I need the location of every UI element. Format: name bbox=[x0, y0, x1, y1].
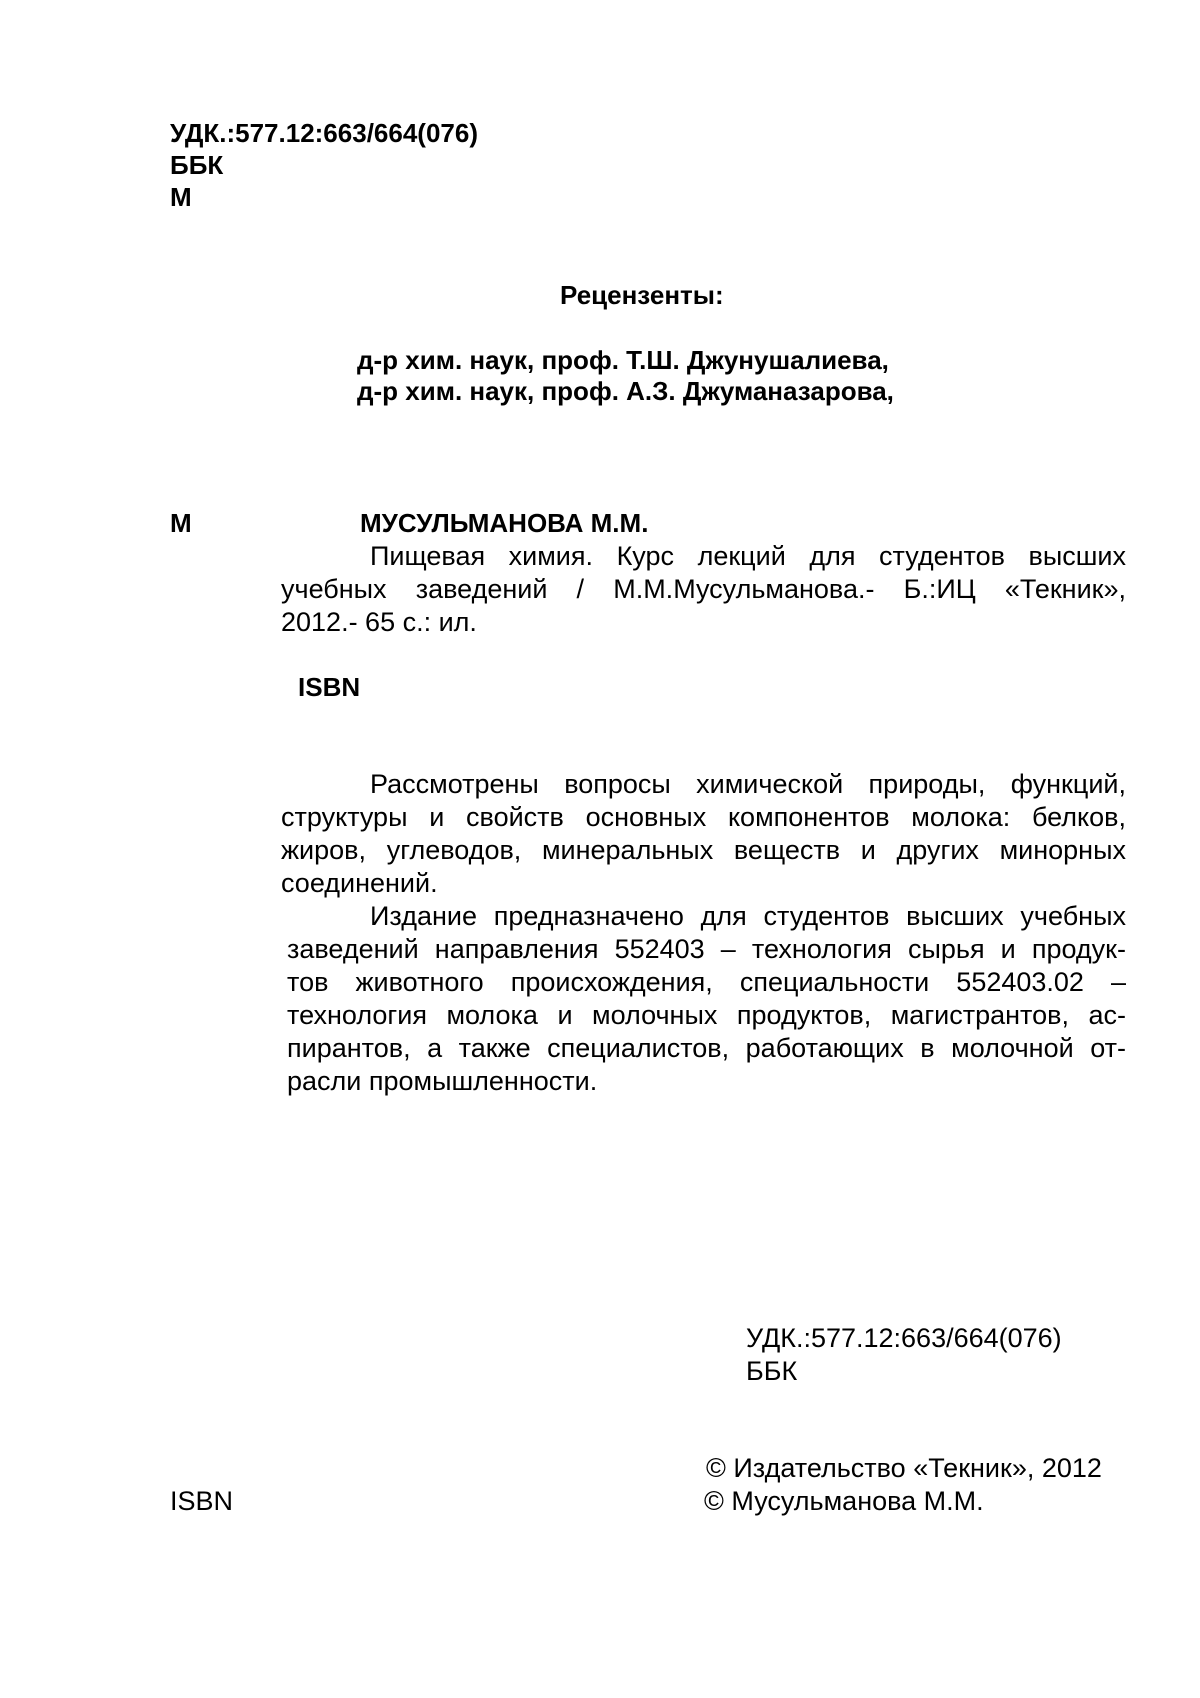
header-udk: УДК.:577.12:663/664(076) bbox=[170, 118, 478, 148]
footer-bbk: ББК bbox=[746, 1356, 798, 1386]
abstract-p1-line-2: структуры и свойств основных компонентов молока: белков, bbox=[281, 802, 1126, 832]
bibliography-line-2: учебных заведений / М.М.Мусульманова.- Б.:ИЦ «Текник», bbox=[281, 574, 1126, 604]
header-m: М bbox=[170, 182, 192, 212]
bibliography-isbn: ISBN bbox=[298, 672, 361, 702]
copyright-publisher: © Издательство «Текник», 2012 bbox=[706, 1453, 1102, 1483]
abstract-p2-line-5: пирантов, а также специалистов, работающих в молочной от- bbox=[287, 1033, 1126, 1063]
abstract-p1-line-1: Рассмотрены вопросы химической природы, функций, bbox=[370, 769, 1126, 799]
abstract-p2-line-6: расли промышленности. bbox=[287, 1066, 598, 1096]
reviewers-title: Рецензенты: bbox=[560, 280, 724, 310]
abstract-p2-line-2: заведений направления 552403 – технология сырья и продук- bbox=[287, 934, 1126, 964]
abstract-p2-line-3: тов животного происхождения, специальности 552403.02 – bbox=[287, 967, 1126, 997]
footer-isbn: ISBN bbox=[170, 1486, 234, 1516]
abstract-p2-line-1: Издание предназначено для студентов высших учебных bbox=[370, 901, 1126, 931]
bibliography-index-letter: М bbox=[170, 508, 192, 538]
reviewer-1: д-р хим. наук, проф. Т.Ш. Джунушалиева, bbox=[357, 345, 889, 375]
header-bbk: ББК bbox=[170, 150, 224, 180]
bibliography-line-3: 2012.- 65 с.: ил. bbox=[281, 607, 477, 637]
footer-udk: УДК.:577.12:663/664(076) bbox=[746, 1323, 1062, 1353]
abstract-p1-line-3: жиров, углеводов, минеральных веществ и других минорных bbox=[281, 835, 1126, 865]
abstract-p1-line-4: соединений. bbox=[281, 868, 438, 898]
copyright-author: © Мусульманова М.М. bbox=[704, 1486, 984, 1516]
abstract-p2-line-4: технология молока и молочных продуктов, магистрантов, ас- bbox=[287, 1000, 1126, 1030]
reviewer-2: д-р хим. наук, проф. А.З. Джуманазарова, bbox=[357, 376, 894, 406]
bibliography-line-1: Пищевая химия. Курс лекций для студентов высших bbox=[370, 541, 1126, 571]
bibliography-author: МУСУЛЬМАНОВА М.М. bbox=[360, 508, 649, 538]
